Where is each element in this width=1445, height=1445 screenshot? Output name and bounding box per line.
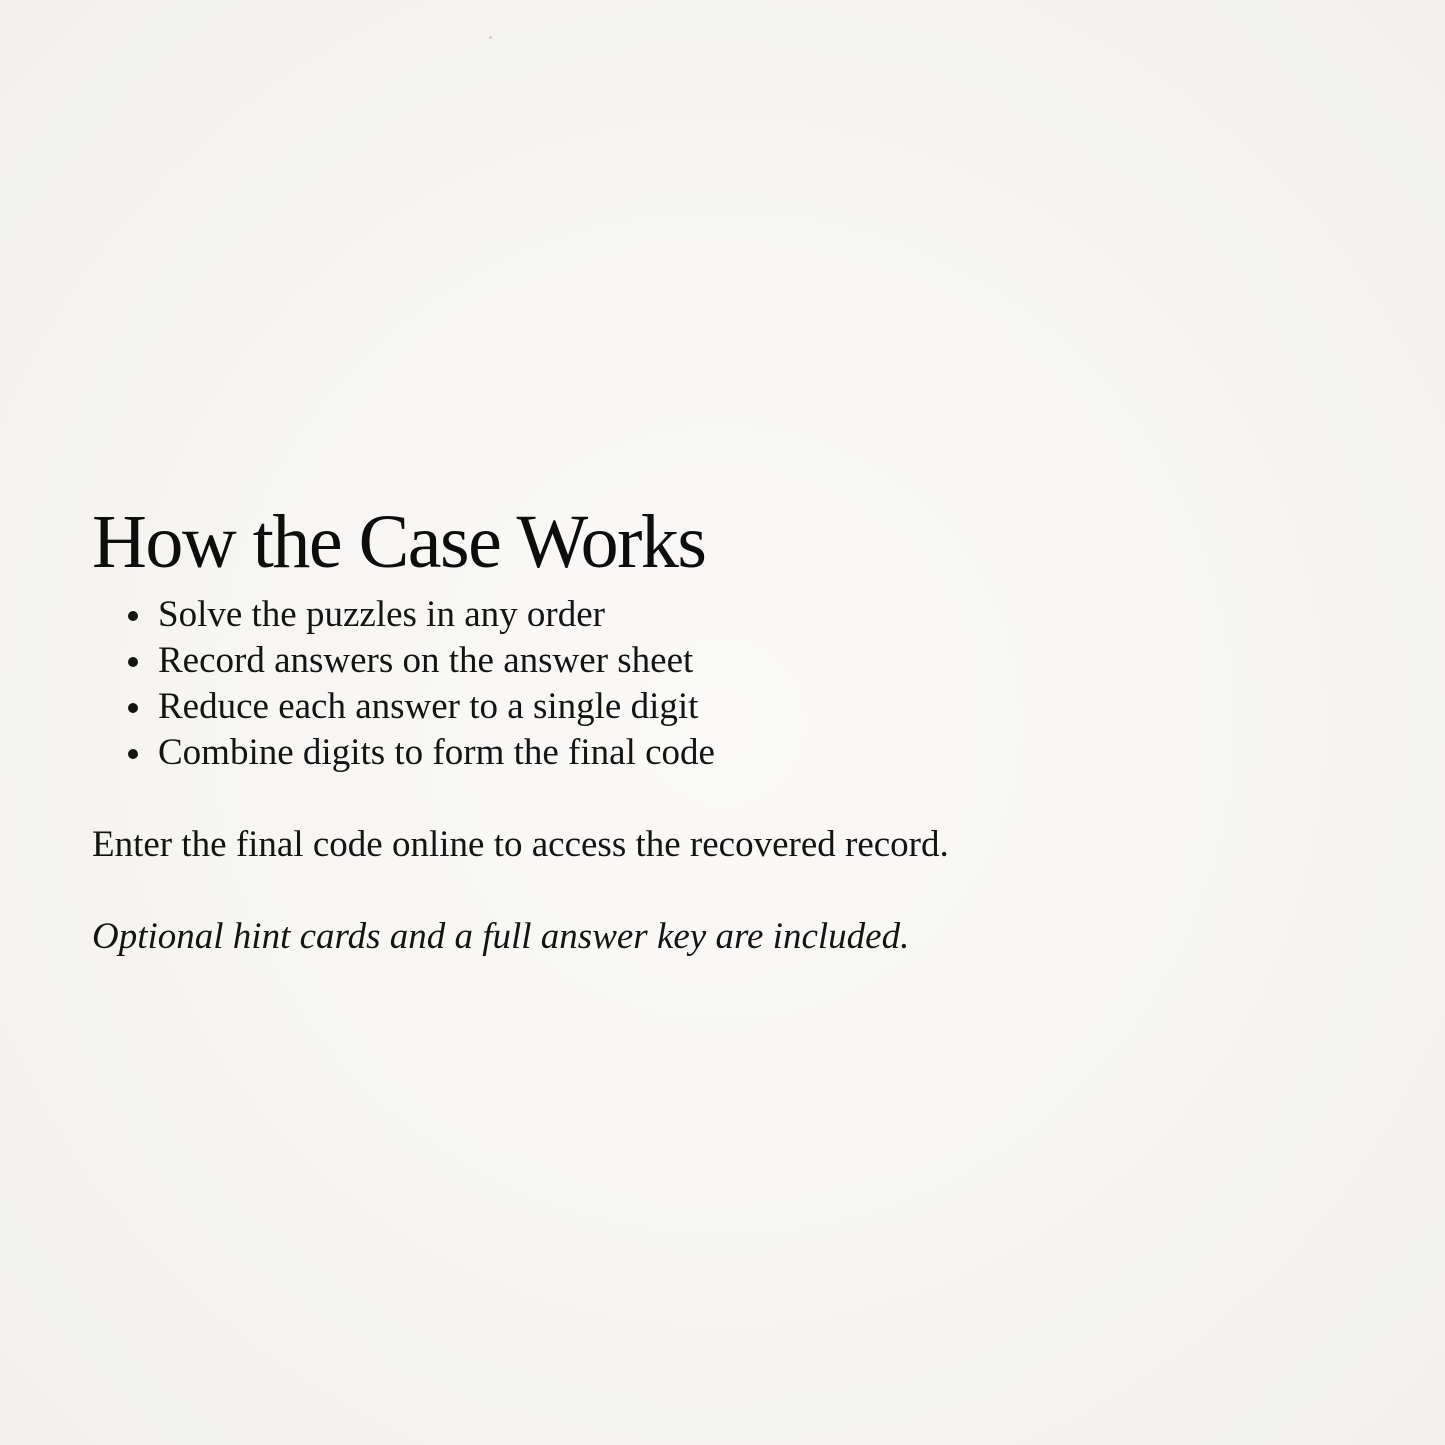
bullet-dot-icon	[128, 703, 138, 713]
step-item	[92, 638, 1292, 684]
step-text: Reduce each answer to a single digit	[158, 686, 699, 727]
step-text: Record answers on the answer sheet	[158, 640, 694, 681]
paper-speck	[489, 36, 492, 39]
bullet-dot-icon	[128, 611, 138, 621]
bullet-dot-icon	[128, 657, 138, 667]
step-item	[92, 592, 1292, 638]
instruction-text: Enter the final code online to access the recovered record.	[92, 824, 949, 865]
steps-list	[92, 592, 1292, 776]
step-text: Combine digits to form the final code	[158, 732, 715, 773]
card-title: How the Case Works	[92, 500, 706, 584]
step-item	[92, 684, 1292, 730]
footnote-text: Optional hint cards and a full answer key are included.	[92, 916, 910, 957]
step-text: Solve the puzzles in any order	[158, 594, 605, 635]
step-item	[92, 730, 1292, 776]
card-content	[92, 496, 1292, 960]
bullet-dot-icon	[128, 749, 138, 759]
